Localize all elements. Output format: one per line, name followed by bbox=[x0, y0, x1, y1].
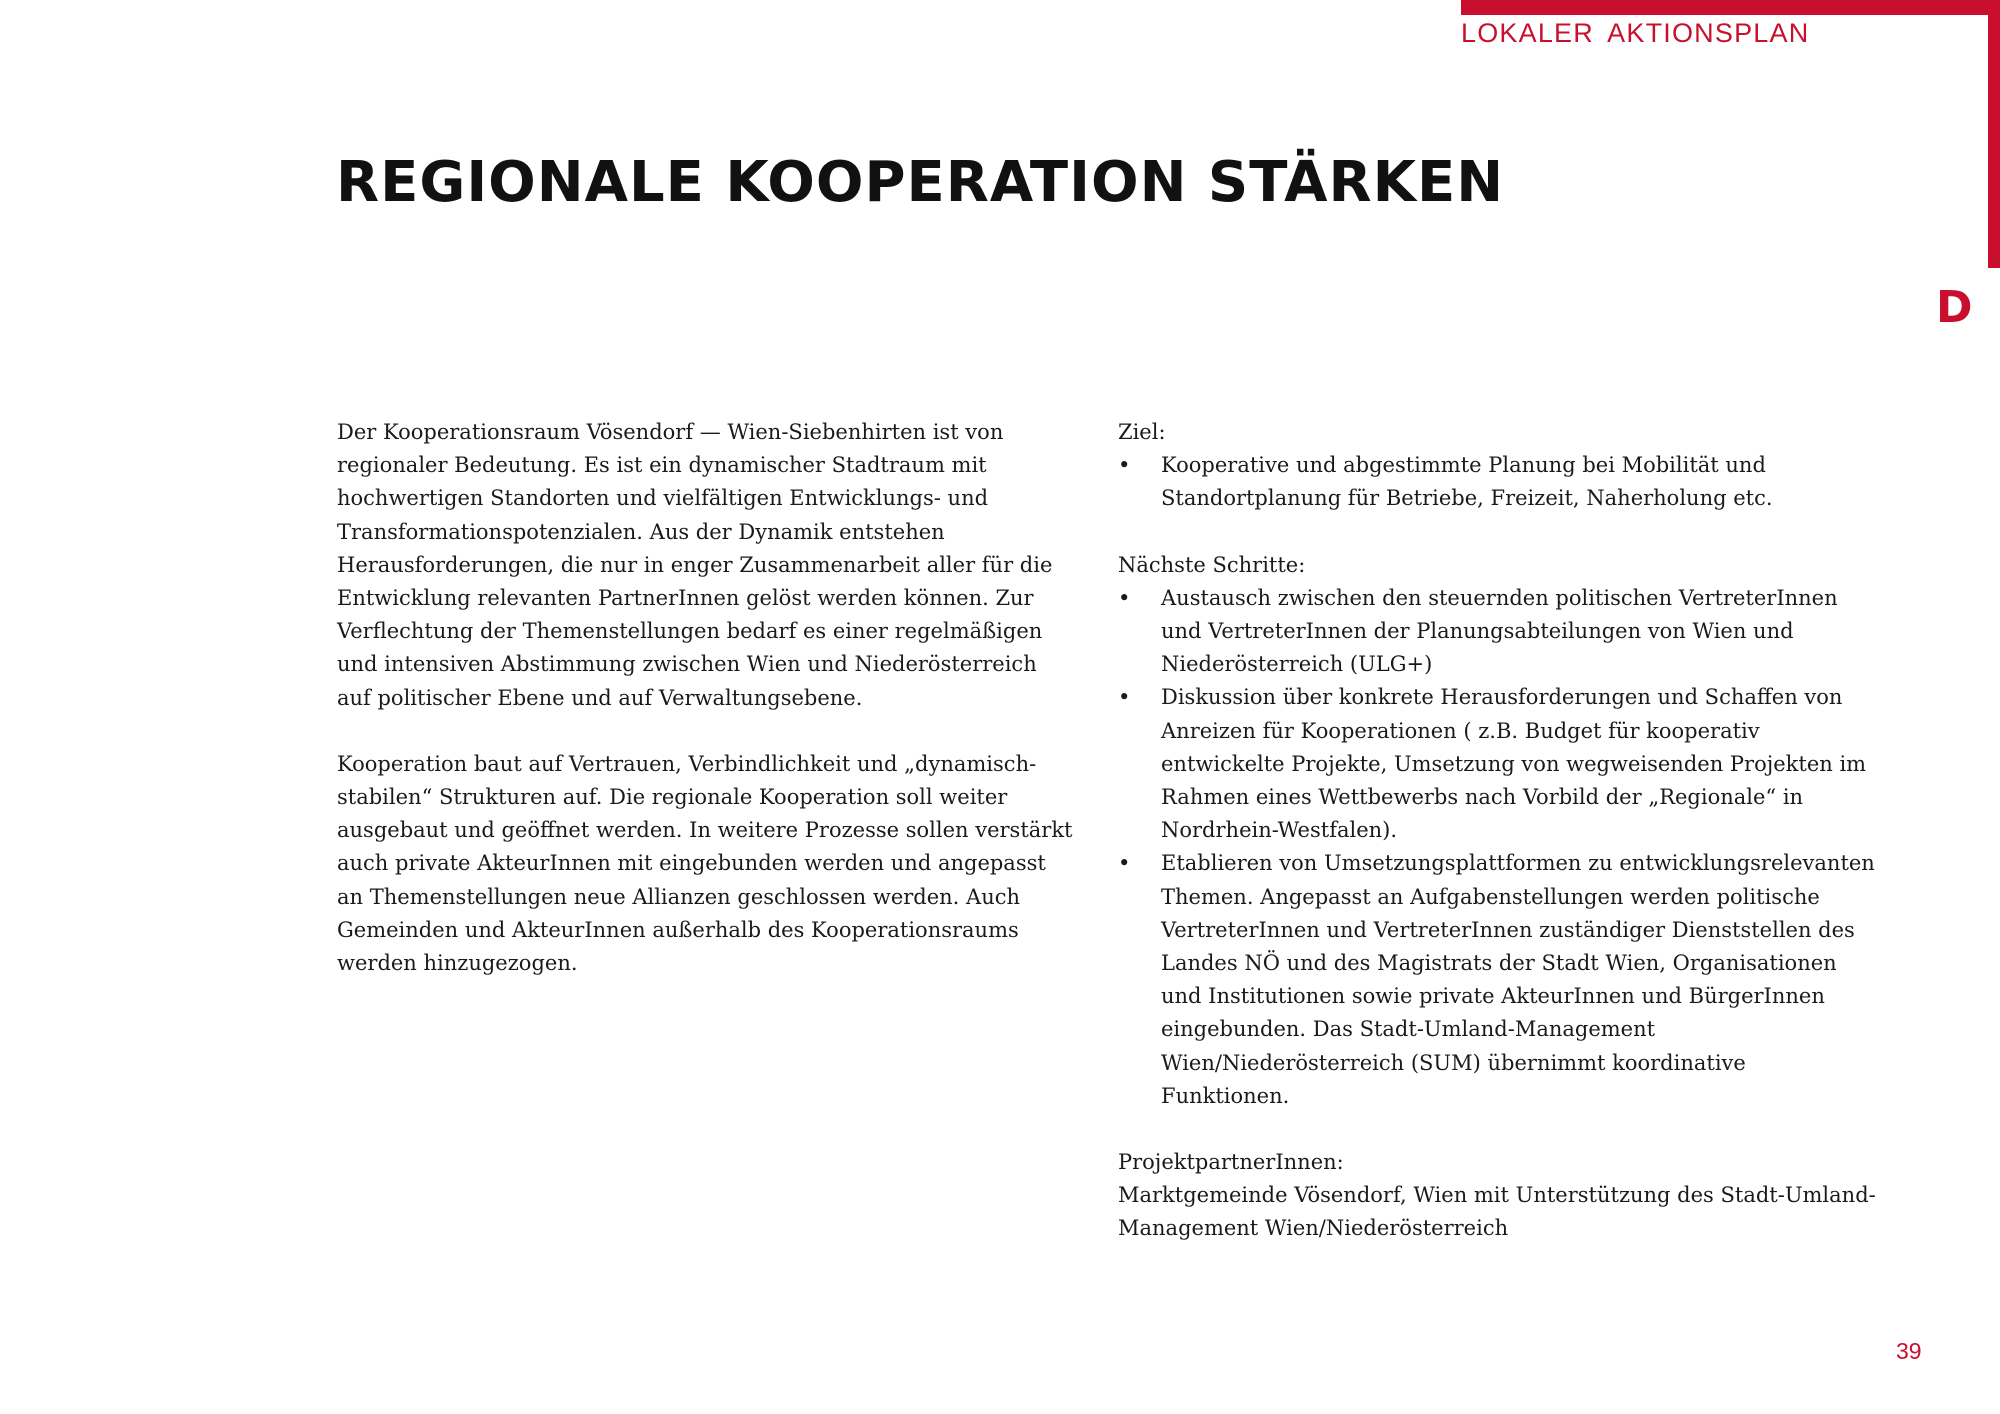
bullet-icon: • bbox=[1118, 685, 1131, 710]
step-item-text: Etablieren von Umsetzungsplattformen zu entwicklungsrelevanten Themen. Angepasst an Aufgabenstellungen werden politische VertreterInnen und VertreterInnen zuständiger Dienststellen des Landes NÖ und des Magistrats der Stadt Wien, Organisationen und Institutionen sowie private AkteurInnen und BürgerInnen eingebunden. Das Stadt-Umland-Management Wien/Niederösterreich (SUM) übernimmt koordinative Funktionen. bbox=[1161, 851, 1875, 1108]
intro-paragraph-1: Der Kooperationsraum Vösendorf — Wien-Siebenhirten ist von regionaler Bedeutung. Es ist ein dynamischer Stadtraum mit hochwertigen Standorten und vielfältigen Entwicklungs- und Transformationspotenzialen. Aus der Dynamik entstehen Herausforderungen, die nur in enger Zusammenarbeit aller für die Entwicklung relevanten PartnerInnen gelöst werden können. Zur Verflechtung der Themenstellungen bedarf es einer regelmäßigen und intensiven Abstimmung zwischen Wien und Niederösterreich auf politischer Ebene und auf Verwaltungsebene. bbox=[337, 420, 1053, 710]
goal-label: Ziel: bbox=[1118, 420, 1166, 444]
step-item-text: Diskussion über konkrete Herausforderungen und Schaffen von Anreizen für Kooperationen ( z.B. Budget für kooperativ entwickelte Projekte, Umsetzung von wegweisenden Projekten im Rahmen eines Wettbewerbs nach Vorbild der „Regionale“ in Nordrhein-Westfalen). bbox=[1161, 685, 1867, 843]
step-item-text: Austausch zwischen den steuernden politischen VertreterInnen und VertreterInnen der Planungsabteilungen von Wien und Niederösterreich (ULG+) bbox=[1161, 585, 1838, 677]
partners-label: ProjektpartnerInnen: bbox=[1118, 1150, 1344, 1175]
intro-paragraph-2: Kooperation baut auf Vertrauen, Verbindlichkeit und „dynamisch-stabilen“ Strukturen auf. Die regionale Kooperation soll weiter ausgebaut und geöffnet werden. In weitere Prozesse sollen verstärkt auch private AkteurInnen mit eingebunden werden und angepasst an Themenstellungen neue Allianzen geschlossen werden. Auch Gemeinden und AkteurInnen außerhalb des Kooperationsraums werden hinzugezogen. bbox=[337, 751, 1073, 976]
goal-item-text: Kooperative und abgestimmte Planung bei Mobilität und Standortplanung für Betriebe, Freizeit, Naherholung etc. bbox=[1161, 453, 1773, 511]
next-steps-section bbox=[1118, 549, 1878, 1113]
intro-column bbox=[337, 416, 1075, 980]
next-steps-label: Nächste Schritte: bbox=[1118, 552, 1306, 577]
chapter-marker: D bbox=[1936, 282, 1973, 333]
goal-list bbox=[1118, 449, 1878, 515]
action-column bbox=[1118, 416, 1878, 1279]
bullet-icon: • bbox=[1118, 453, 1131, 478]
list-item bbox=[1118, 582, 1878, 682]
goal-section bbox=[1118, 416, 1878, 516]
next-steps-list bbox=[1118, 582, 1878, 1113]
partners-text: Marktgemeinde Vösendorf, Wien mit Unterstützung des Stadt-Umland-Management Wien/Niederösterreich bbox=[1118, 1183, 1876, 1241]
list-item bbox=[1118, 847, 1878, 1113]
page-number: 39 bbox=[1896, 1338, 1922, 1364]
header-accent-bar bbox=[1461, 0, 2000, 15]
running-header: LOKALER AKTIONSPLAN bbox=[1461, 18, 1810, 48]
bullet-icon: • bbox=[1118, 585, 1131, 610]
partners-section bbox=[1118, 1146, 1878, 1246]
list-item bbox=[1118, 681, 1878, 847]
side-accent-bar bbox=[1988, 0, 2000, 268]
list-item bbox=[1118, 449, 1878, 515]
bullet-icon: • bbox=[1118, 851, 1131, 876]
page-title: REGIONALE KOOPERATION STÄRKEN bbox=[336, 150, 1505, 215]
